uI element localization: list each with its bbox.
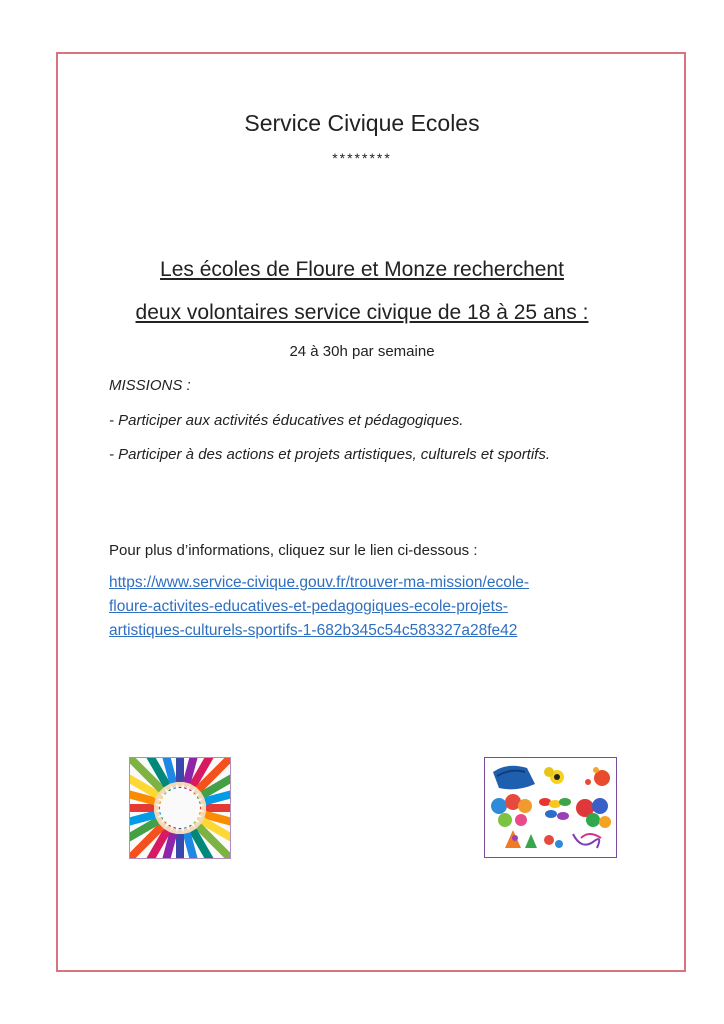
sports-equipment-image [484, 757, 617, 858]
mission-link-line-1[interactable]: https://www.service-civique.gouv.fr/trouver-ma-mission/ecole- [109, 574, 530, 591]
mission-item: - Participer aux activités éducatives et pédagogiques. [109, 412, 464, 429]
separator: ******** [332, 150, 392, 166]
info-text: Pour plus d’informations, cliquez sur le lien ci-dessous : [109, 542, 478, 559]
missions-heading: MISSIONS : [109, 377, 191, 394]
colored-pencils-circle-image [129, 757, 231, 859]
hours-per-week: 24 à 30h par semaine [289, 343, 435, 360]
mission-link[interactable] [109, 571, 629, 643]
mission-link-line-3[interactable]: artistiques-culturels-sportifs-1-682b345c54c583327a28fe42 [109, 622, 518, 639]
mission-link-line-2[interactable]: floure-activites-educatives-et-pedagogiques-ecole-projets- [109, 598, 508, 615]
sports-balls-icon [485, 758, 616, 857]
pencils-icon [130, 758, 230, 858]
headline-line-2: deux volontaires service civique de 18 à 25 ans : [135, 301, 589, 324]
page-title: Service Civique Ecoles [244, 110, 480, 136]
mission-item: - Participer à des actions et projets artistiques, culturels et sportifs. [109, 446, 551, 463]
headline-line-1: Les écoles de Floure et Monze recherchent [160, 258, 564, 281]
